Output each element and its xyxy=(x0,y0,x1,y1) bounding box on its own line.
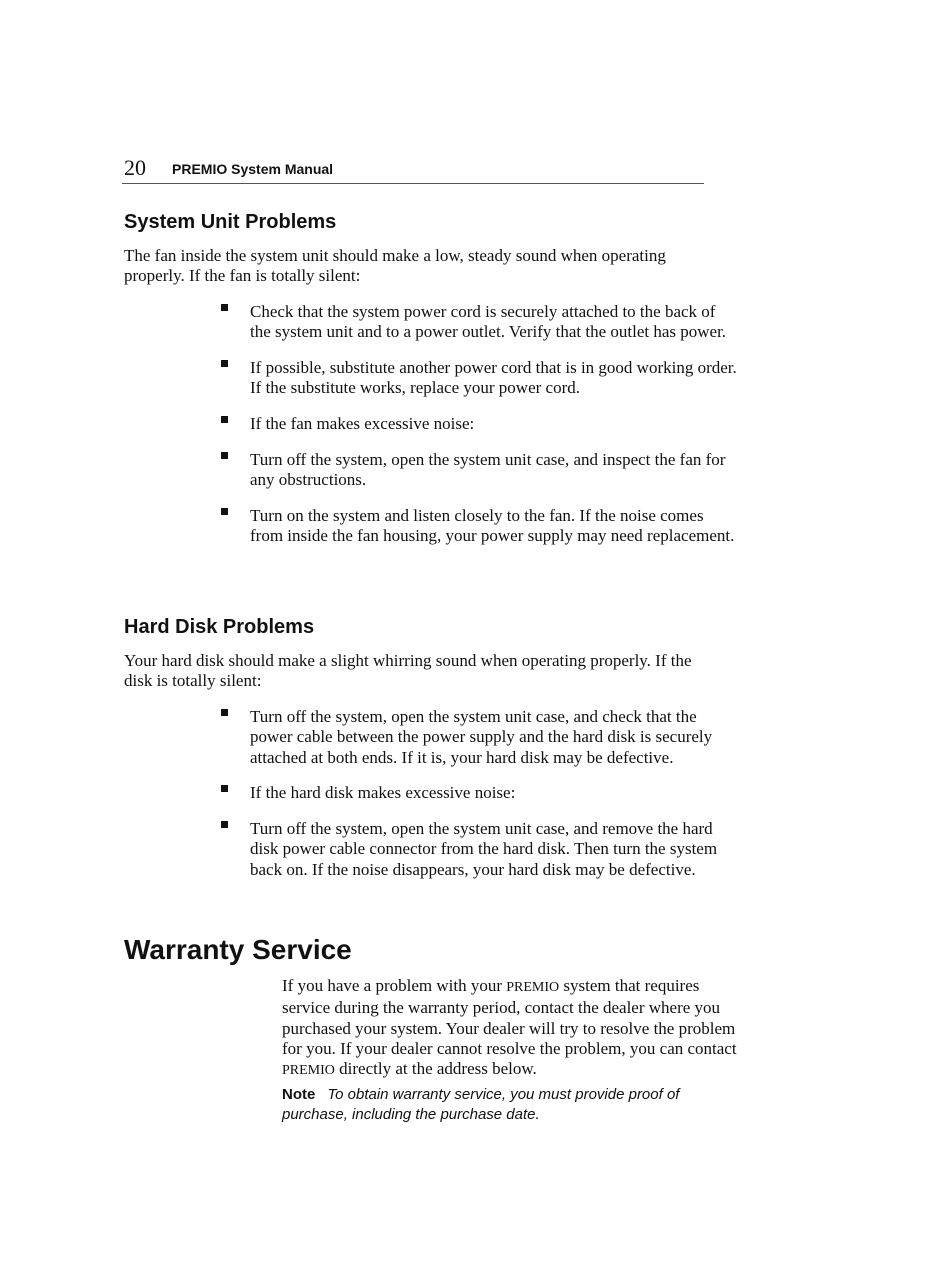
brand-name: PREMIO xyxy=(282,1063,335,1079)
warranty-text-2: system that requires service during the warranty period, contact the dealer where you purchased your system. Your dealer will try to resolve the problem for you. If your dealer cannot resolve the problem, you can contact xyxy=(282,976,737,1058)
section-heading-warranty: Warranty Service xyxy=(124,934,352,965)
hard-disk-intro: Your hard disk should make a slight whirring sound when operating properly. If the disk is totally silent: xyxy=(124,651,692,691)
warranty-body xyxy=(282,976,737,1081)
system-unit-bullet-list xyxy=(250,302,740,562)
system-unit-intro: The fan inside the system unit should make a low, steady sound when operating properly. If the fan is totally silent: xyxy=(124,246,666,286)
hard-disk-bullet-list xyxy=(250,707,740,896)
list-item: Turn on the system and listen closely to the fan. If the noise comes from inside the fan housing, your power supply may need replacement. xyxy=(250,506,740,547)
warranty-text-1: If you have a problem with your xyxy=(282,976,507,995)
note-label: Note xyxy=(282,1086,316,1103)
list-item: Turn off the system, open the system unit case, and inspect the fan for any obstructions. xyxy=(250,450,740,491)
list-item: Check that the system power cord is securely attached to the back of the system unit and to a power outlet. Verify that the outlet has power. xyxy=(250,302,740,343)
brand-name: PREMIO xyxy=(506,980,560,995)
section-heading-system-unit: System Unit Problems xyxy=(124,211,337,233)
section-heading-hard-disk: Hard Disk Problems xyxy=(124,616,315,638)
list-item: Turn off the system, open the system unit case, and remove the hard disk power cable connector from the hard disk. Then turn the system back on. If the noise disappears, your hard disk may be defective. xyxy=(250,819,740,880)
warranty-note xyxy=(282,1085,737,1125)
list-item: If the hard disk makes excessive noise: xyxy=(250,783,740,803)
manual-title: PREMIO System Manual xyxy=(172,161,334,177)
note-text: To obtain warranty service, you must provide proof of purchase, including the purchase date. xyxy=(282,1086,680,1123)
list-item: Turn off the system, open the system unit case, and check that the power cable between the power supply and the hard disk is securely attached at both ends. If it is, your hard disk may be defective. xyxy=(250,707,740,768)
page-number: 20 xyxy=(124,155,146,180)
page-header xyxy=(122,156,704,184)
warranty-text-3: directly at the address below. xyxy=(334,1059,537,1079)
list-item: If possible, substitute another power cord that is in good working order. If the substitute works, replace your power cord. xyxy=(250,358,740,399)
list-item: If the fan makes excessive noise: xyxy=(250,414,740,434)
